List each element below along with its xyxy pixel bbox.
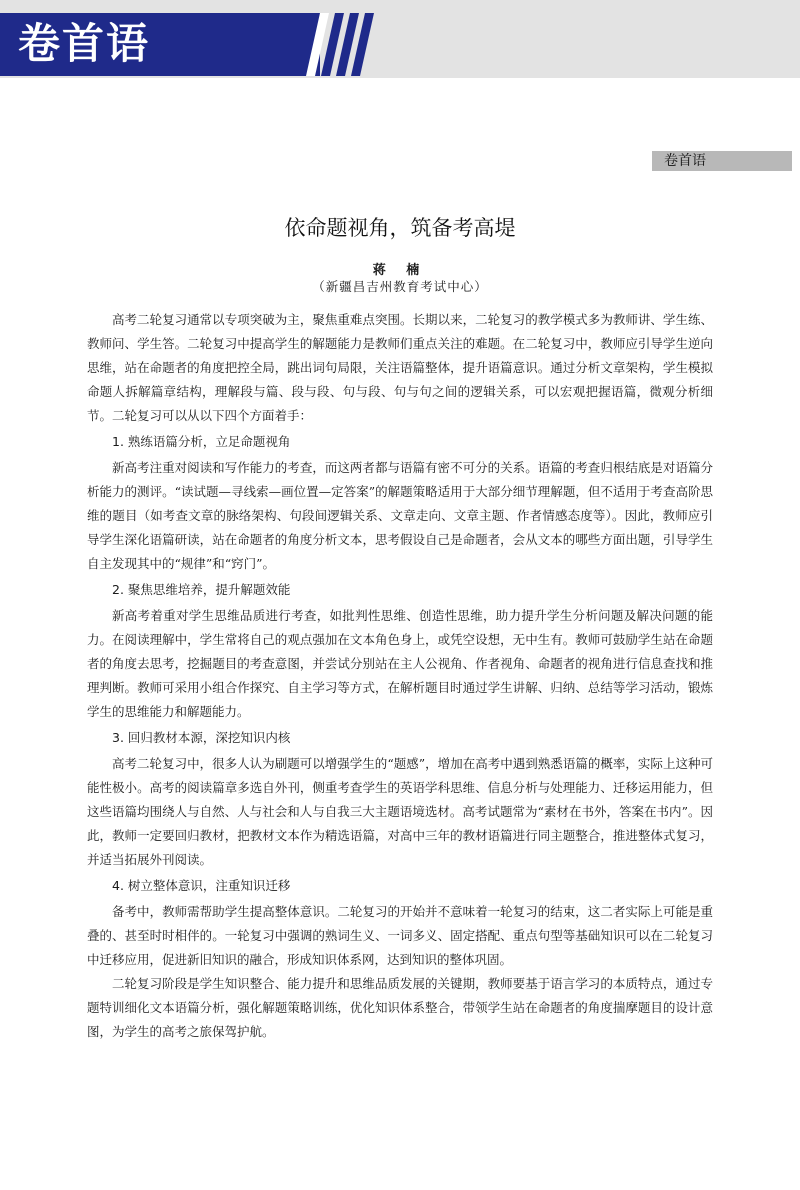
section-heading: 1. 熟练语篇分析，立足命题视角 bbox=[112, 434, 291, 449]
header-banner bbox=[0, 0, 800, 78]
section-paragraph: 新高考注重对阅读和写作能力的考查，而这两者都与语篇有密不可分的关系。语篇的考查归根结底是对语篇分析能力的测评。“读试题—寻线索—画位置—定答案”的解题策略适用于大部分细节理解题，但不适用于考查高阶思维的题目（如考查文章的脉络架构、句段间逻辑关系、文章走向、文章主题、作者情感态度等）。因此，教师应引导学生深化语篇研读，站在命题者的角度分析文本，思考假设自己是命题者，会从文本的哪些方面出题，引导学生自主发现其中的“规律”和“窍门”。 bbox=[87, 460, 713, 571]
section-heading: 4. 树立整体意识，注重知识迁移 bbox=[112, 878, 291, 893]
closing-paragraph: 二轮复习阶段是学生知识整合、能力提升和思维品质发展的关键期，教师要基于语言学习的本质特点，通过专题特训细化文本语篇分析，强化解题策略训练，优化知识体系整合，带领学生站在命题者的角度揣摩题目的设计意图，为学生的高考之旅保驾护航。 bbox=[87, 976, 713, 1039]
section-heading: 2. 聚焦思维培养，提升解题效能 bbox=[112, 582, 291, 597]
section-paragraph: 新高考着重对学生思维品质进行考查，如批判性思维、创造性思维，助力提升学生分析问题及解决问题的能力。在阅读理解中，学生常将自己的观点强加在文本角色身上，或凭空设想，无中生有。教师可鼓励学生站在命题者的角度去思考，挖掘题目的考查意图，并尝试分别站在主人公视角、作者视角、命题者的视角进行信息查找和推理判断。教师可采用小组合作探究、自主学习等方式，在解析题目时通过学生讲解、归纳、总结等学习活动，锻炼学生的思维能力和解题能力。 bbox=[87, 608, 713, 719]
banner-stripes-icon bbox=[300, 13, 380, 76]
article-title: 依命题视角，筑备考高堤 bbox=[284, 216, 516, 240]
section-paragraph: 高考二轮复习中，很多人认为刷题可以增强学生的“题感”，增加在高考中遇到熟悉语篇的概率，实际上这种可能性极小。高考的阅读篇章多选自外刊，侧重考查学生的英语学科思维、信息分析与处理能力、迁移运用能力，但这些语篇均围绕人与自然、人与社会和人与自我三大主题语境选材。高考试题常为“素材在书外，答案在书内”。因此，教师一定要回归教材，把教材文本作为精选语篇，对高中三年的教材语篇进行同主题整合，推进整体式复习，并适当拓展外刊阅读。 bbox=[87, 756, 713, 867]
author-affiliation: （新疆昌吉州教育考试中心） bbox=[312, 279, 488, 294]
author-name: 蒋 楠 bbox=[372, 263, 428, 278]
intro-paragraph: 高考二轮复习通常以专项突破为主，聚焦重难点突围。长期以来，二轮复习的教学模式多为教师讲、学生练、教师问、学生答。二轮复习中提高学生的解题能力是教师们重点关注的难题。在二轮复习中，教师应引导学生逆向思维，站在命题者的角度把控全局，跳出词句局限，关注语篇整体，提升语篇意识。通过分析文章架构，学生模拟命题人拆解篇章结构，理解段与篇、段与段、句与段、句与句之间的逻辑关系，可以宏观把握语篇，微观分析细节。二轮复习可以从以下四个方面着手： bbox=[87, 312, 713, 423]
section-tag: 卷首语 bbox=[652, 151, 792, 171]
section-paragraph: 备考中，教师需帮助学生提高整体意识。二轮复习的开始并不意味着一轮复习的结束，这二者实际上可能是重叠的、甚至时时相伴的。一轮复习中强调的熟词生义、一词多义、固定搭配、重点句型等基础知识可以在二轮复习中迁移应用，促进新旧知识的融合，形成知识体系网，达到知识的整体巩固。 bbox=[87, 904, 713, 967]
article-body bbox=[87, 308, 713, 1044]
section-heading: 3. 回归教材本源，深挖知识内核 bbox=[112, 730, 291, 745]
banner-title: 卷首语 bbox=[18, 19, 151, 68]
